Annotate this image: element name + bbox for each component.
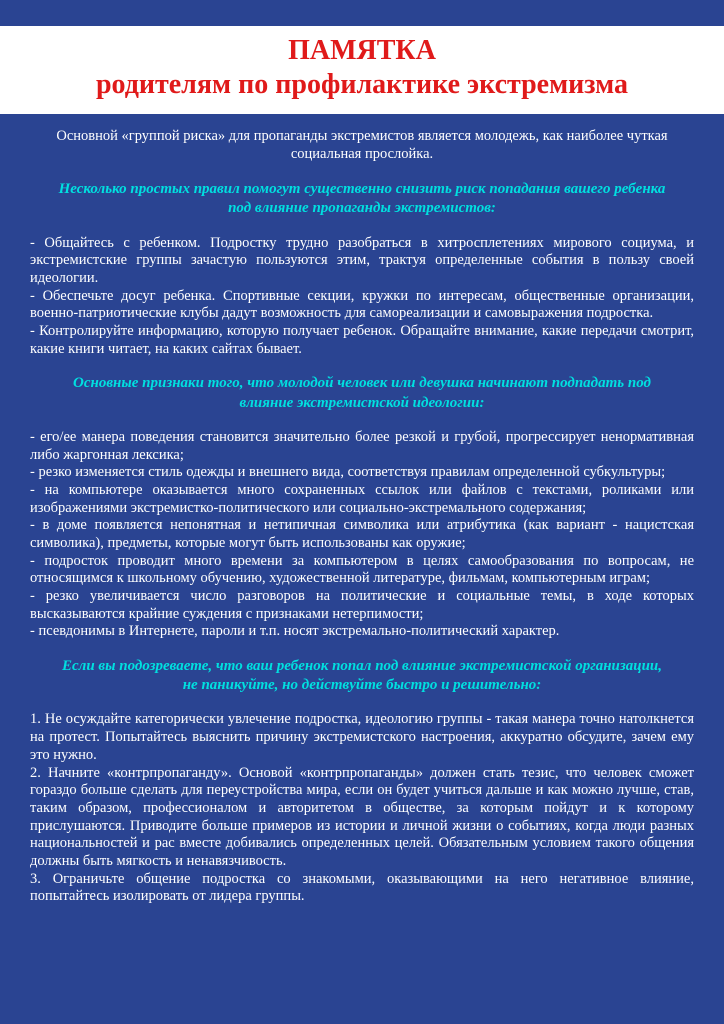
section-3-heading: Если вы подозреваете, что ваш ребенок попал под влияние экстремистской организации, не паникуйте, но действуйте быстро и решительно: xyxy=(61,658,663,694)
title-banner xyxy=(0,26,724,114)
section-2-item-7: - псевдонимы в Интернете, пароли и т.п. носят экстремально-политический характер. xyxy=(30,623,560,640)
section-1-paragraph-1: - Общайтесь с ребенком. Подростку трудно разобраться в хитросплетениях мирового социума, и экстремистские группы зачастую пользуются этим, трактуя определенные события в пользу своей идеологии. xyxy=(30,234,694,286)
page-title-line2: родителям по профилактике экстремизма xyxy=(95,69,629,101)
section-2-item-1: - его/ее манера поведения становится значительно более резкой и грубой, прогрессирует ненормативная либо жаргонная лексика; xyxy=(30,428,694,463)
section-2-item-5: - подросток проводит много времени за компьютером в целях самообразования по вопросам, не относящимся к школьному обучению, художественной литературе, фильмам, компьютерным играм; xyxy=(30,552,694,587)
section-1-paragraph-2: - Обеспечьте досуг ребенка. Спортивные секции, кружки по интересам, общественные организации, военно-патриотические клубы дадут возможность для самореализации и самовыражения подростка. xyxy=(30,287,694,322)
section-2-item-3: - на компьютере оказывается много сохраненных ссылок или файлов с текстами, роликами или изображениями экстремистко-политического или социально-экстремального содержания; xyxy=(30,481,694,516)
section-1-heading: Несколько простых правил помогут существенно снизить риск попадания вашего ребенка под влияние пропаганды экстремистов: xyxy=(58,181,666,217)
section-2-item-2: - резко изменяется стиль одежды и внешнего вида, соответствуя правилам определенной субкультуры; xyxy=(30,464,666,481)
section-3-step-3: 3. Ограничьте общение подростка со знакомыми, оказывающими на него негативное влияние, попытайтесь изолировать от лидера группы. xyxy=(30,870,694,905)
section-3-step-2: 2. Начните «контрпропаганду». Основой «контрпропаганды» должен стать тезис, что человек сможет гораздо больше сделать для переустройства мира, если он будет учиться дальше и как можно лучше, став, таким образом, профессионалом и авторитетом в обществе, за которым пойдут и к которому прислушаются. Приводите больше примеров из истории и личной жизни о событиях, когда люди разных национальностей и рас вместе добивались определенных целей. Обязательным условием такого общения должны быть мягкость и ненавязчивость. xyxy=(30,764,694,869)
intro-paragraph: Основной «группой риска» для пропаганды экстремистов является молодежь, как наиболее чуткая социальная прослойка. xyxy=(56,128,668,163)
section-2-item-6: - резко увеличивается число разговоров на политические и социальные темы, в ходе которых высказываются крайние суждения с признаками нетерпимости; xyxy=(30,588,694,622)
section-2-heading: Основные признаки того, что молодой человек или девушка начинают подпадать под влияние экстремистской идеологии: xyxy=(73,375,651,411)
section-3-step-1: 1. Не осуждайте категорически увлечение подростка, идеологию группы - такая манера точно натолкнется на протест. Попытайтесь выяснить причину экстремистского настроения, аккуратно обсудите, зачем ему это нужно. xyxy=(30,711,694,763)
section-2-item-4: - в доме появляется непонятная и нетипичная символика или атрибутика (как вариант - нацистская символика), предметы, которые могут быть использованы как оружие; xyxy=(30,517,694,551)
page-title-line1: ПАМЯТКА xyxy=(288,35,436,66)
section-1-paragraph-3: - Контролируйте информацию, которую получает ребенок. Обращайте внимание, какие передачи смотрит, какие книги читает, на каких сайтах бывает. xyxy=(30,323,694,357)
memo-content xyxy=(0,114,724,906)
